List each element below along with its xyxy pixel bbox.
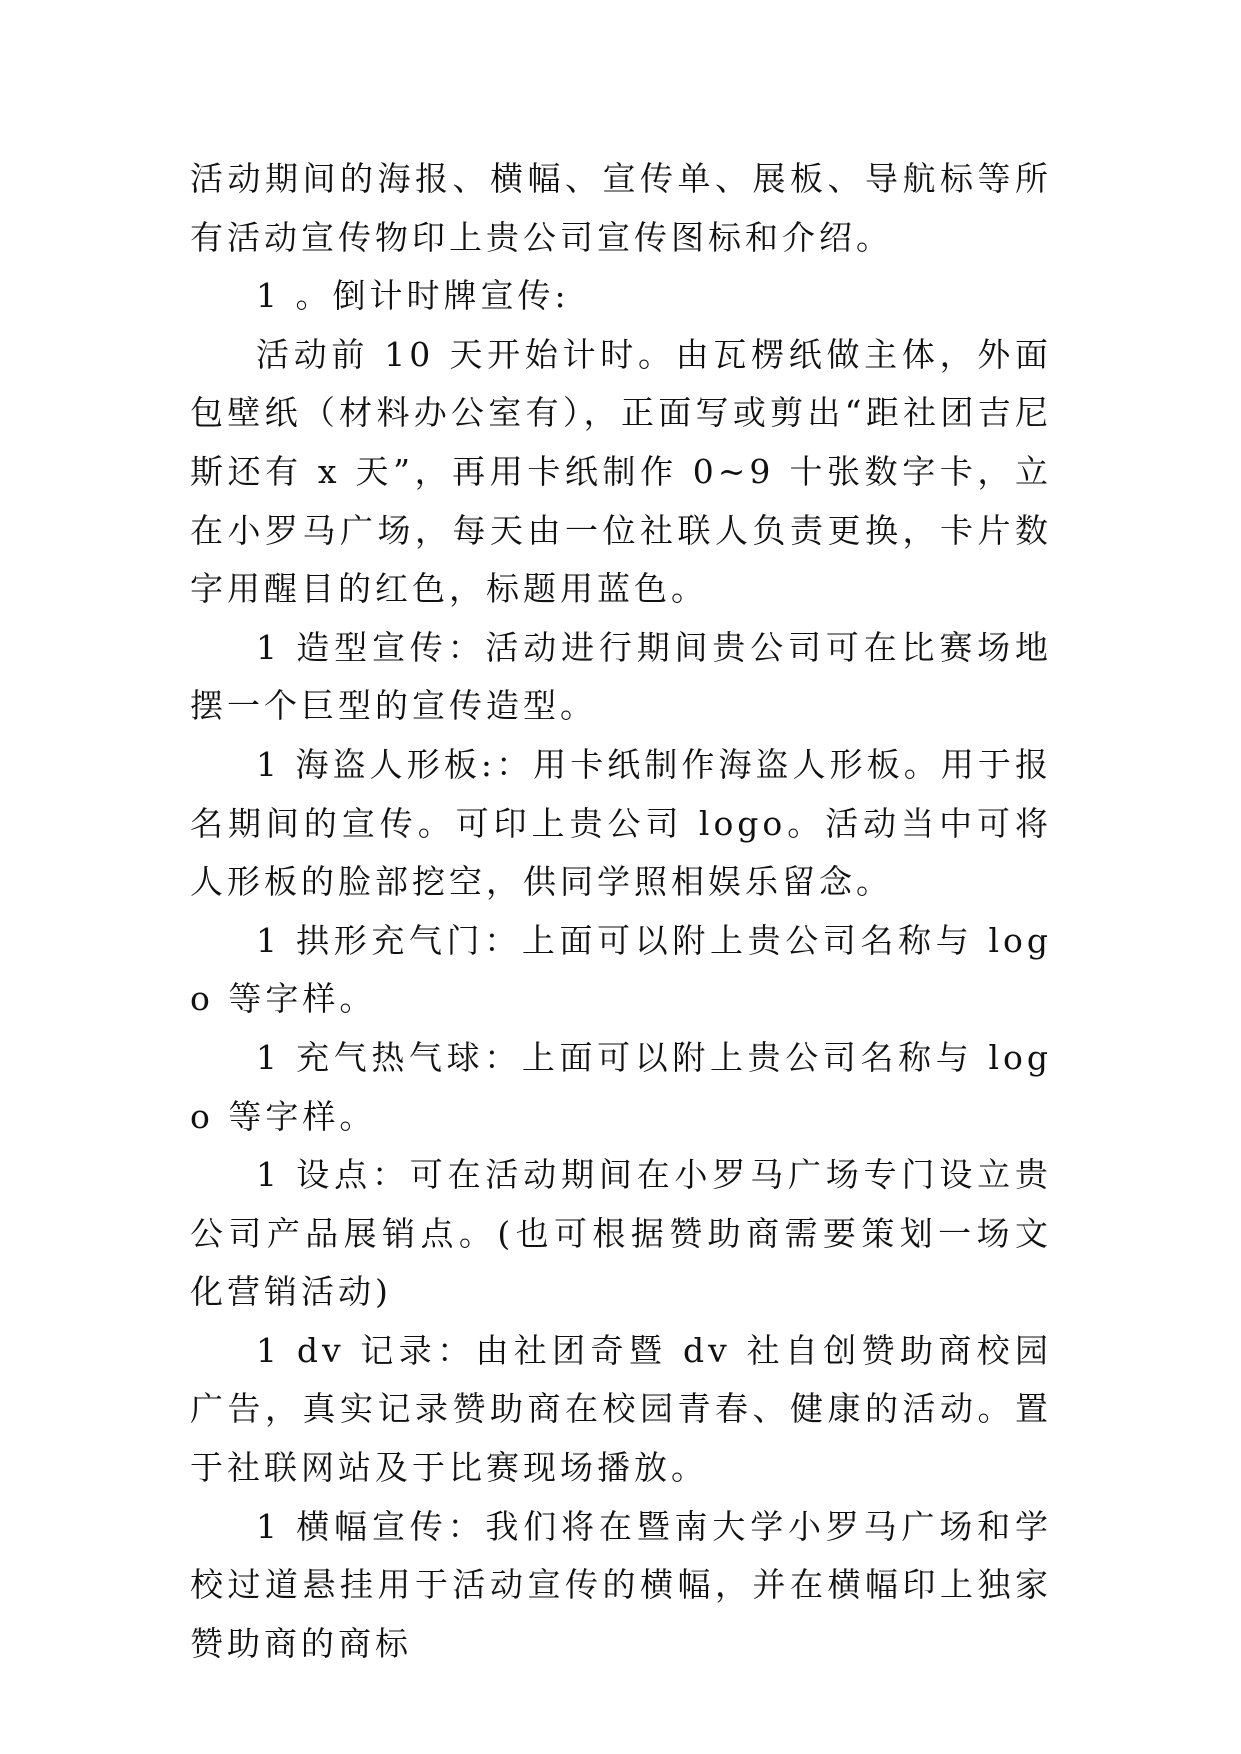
paragraph-model-publicity: 1 造型宣传：活动进行期间贵公司可在比赛场地摆一个巨型的宣传造型。 <box>190 627 1052 726</box>
paragraph-pirate-cutout: 1 海盗人形板:：用卡纸制作海盗人形板。用于报名期间的宣传。可印上贵公司 logo。活动当中可将人形板的脸部挖空，供同学照相娱乐留念。 <box>190 744 1052 902</box>
paragraph-sales-booth: 1 设点：可在活动期间在小罗马广场专门设立贵公司产品展销点。(也可根据赞助商需要策划一场文化营销活动) <box>190 1155 1052 1312</box>
paragraph-inflatable-arch: 1 拱形充气门：上面可以附上贵公司名称与 logo 等字样。 <box>190 920 1052 1019</box>
paragraph-publicity-materials: 活动期间的海报、横幅、宣传单、展板、导航标等所有活动宣传物印上贵公司宣传图标和介绍。 <box>190 159 1052 257</box>
paragraph-hot-air-balloon: 1 充气热气球：上面可以附上贵公司名称与 logo 等字样。 <box>190 1037 1052 1136</box>
paragraph-dv-record: 1 dv 记录：由社团奇暨 dv 社自创赞助商校园广告，真实记录赞助商在校园青春、健康的活动。置于社联网站及于比赛现场播放。 <box>190 1330 1052 1488</box>
document-body <box>190 150 1052 1673</box>
paragraph-banner-publicity: 1 横幅宣传：我们将在暨南大学小罗马广场和学校过道悬挂用于活动宣传的横幅，并在横幅印上独家赞助商的商标 <box>190 1506 1052 1663</box>
paragraph-countdown-heading: 1 。倒计时牌宣传: <box>256 276 570 316</box>
paragraph-countdown-board: 活动前 10 天开始计时。由瓦楞纸做主体，外面包壁纸（材料办公室有），正面写或剪出“距社团吉尼斯还有 x 天”，再用卡纸制作 0~9 十张数字卡，立在小罗马广场，每天由一位社联人负责更换，卡片数字用醒目的红色，标题用蓝色。 <box>190 334 1052 609</box>
